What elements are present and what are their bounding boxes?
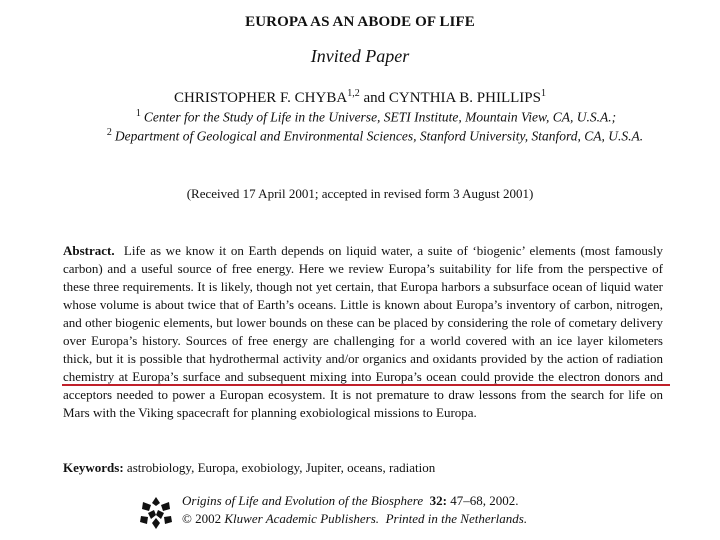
affiliation-1-marker: 1 bbox=[135, 108, 141, 119]
journal-line-1 bbox=[182, 492, 527, 510]
journal-line-2 bbox=[182, 510, 527, 528]
publisher: Kluwer Academic Publishers. bbox=[224, 511, 380, 526]
abstract bbox=[63, 242, 663, 422]
journal-citation bbox=[182, 492, 527, 528]
author-1-name: CHRISTOPHER F. CHYBA bbox=[174, 90, 348, 106]
affiliation-2-marker: 2 bbox=[106, 127, 112, 138]
abstract-label: Abstract. bbox=[63, 243, 115, 258]
paper-subtitle: Invited Paper bbox=[310, 46, 410, 66]
abstract-text: Life as we know it on Earth depends on liquid water, a suite of ‘biogenic’ elements (most famously carbon) and a useful source of free energy. Here we review Europa’s suitability for life from the perspective of these three requirements. It is likely, though not yet certain, that Europa harbors a subsurface ocean of liquid water whose volume is about twice that of Earth’s oceans. Little is known about Europa’s inventory of carbon, nitrogen, and other biogenic elements, but lower bounds on these can be placed by considering the role of cometary delivery over Europa’s history. Sources of free energy are challenging for a world covered with an ice layer kilometers thick, but it is possible that hydrothermal activity and/or organics and oxidants provided by the action of radiation chemistry at Europa’s surface and subsequent mixing into Europa’s ocean could provide the electron donors and acceptors needed to power a Europan ecosystem. It is not premature to draw lessons from the search for life on Mars with the Viking spacecraft for planning exobiological missions to Europa. bbox=[63, 243, 663, 420]
author-2-superscript: 1 bbox=[540, 88, 546, 99]
keywords-label: Keywords: bbox=[63, 460, 124, 475]
keywords-text: astrobiology, Europa, exobiology, Jupiter, oceans, radiation bbox=[126, 460, 436, 475]
author-1-superscript: 1,2 bbox=[347, 88, 360, 99]
affiliation-2 bbox=[60, 127, 690, 145]
journal-name: Origins of Life and Evolution of the Biosphere bbox=[182, 493, 424, 508]
paper-title: EUROPA AS AN ABODE OF LIFE bbox=[245, 14, 475, 30]
author-line bbox=[0, 88, 720, 107]
journal-volume: 32: bbox=[429, 493, 447, 508]
copyright: © 2002 bbox=[182, 511, 222, 526]
keywords bbox=[63, 460, 435, 476]
affiliation-1-text: Center for the Study of Life in the Universe, SETI Institute, Mountain View, CA, U.S.A.; bbox=[143, 109, 617, 125]
publisher-logo-icon bbox=[139, 496, 173, 530]
affiliation-1 bbox=[62, 108, 690, 126]
journal-pages: 47–68, 2002. bbox=[450, 493, 519, 508]
printed-in: Printed in the Netherlands. bbox=[385, 511, 528, 526]
received-dates: (Received 17 April 2001; accepted in revised form 3 August 2001) bbox=[186, 186, 534, 201]
author-conjunction: and bbox=[363, 90, 386, 106]
red-underline-highlight bbox=[62, 384, 670, 386]
affiliation-2-text: Department of Geological and Environmental Sciences, Stanford University, Stanford, CA, U.S.A. bbox=[114, 128, 644, 144]
author-2-name: CYNTHIA B. PHILLIPS bbox=[388, 90, 541, 106]
